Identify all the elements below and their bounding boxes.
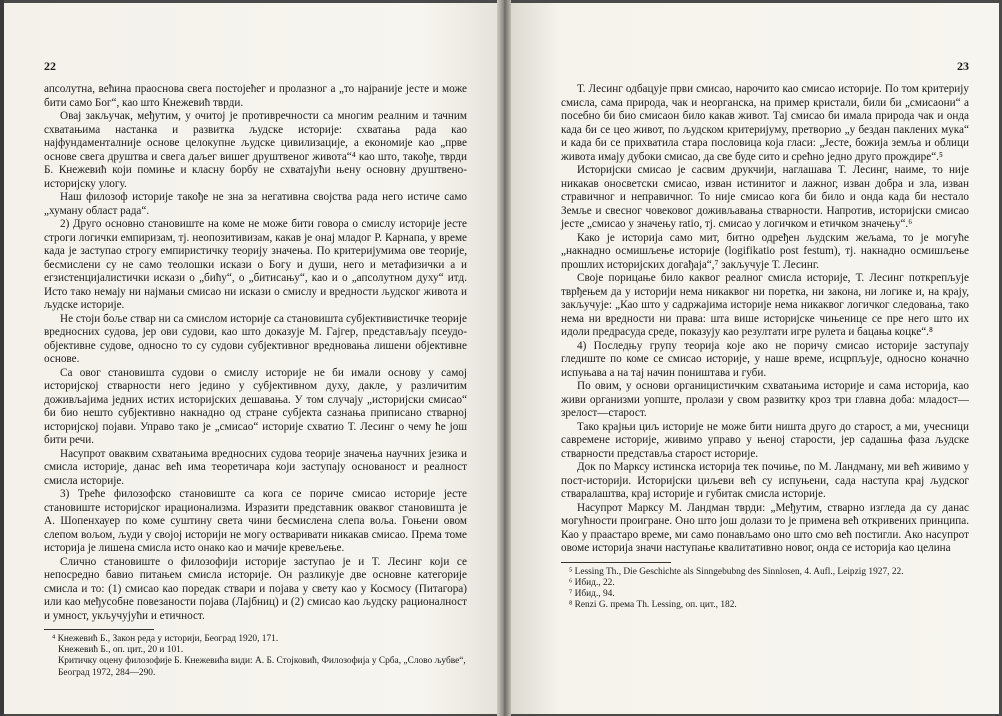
right-page-number: 23	[957, 59, 969, 73]
paragraph: Док по Марксу истинска историја тек почиње, по М. Ландману, ми већ живимо у пост-историји. Историјски циљеви већ су испуњени, сада наступа крај људског стваралаштва, крај историје и губитак смисла историје.	[561, 461, 969, 500]
footnote: ⁵ Lessing Th., Die Geschichte als Sinngebubng des Sinnlosen, 4. Aufl., Leipzig 1927, 22.	[569, 566, 904, 577]
right-page-body	[561, 83, 969, 556]
footnote-divider	[44, 629, 154, 630]
right-page-footnotes	[561, 567, 969, 612]
paragraph: Не стоји боље ствар ни са смислом историје са становишта субјективистичке теорије вредносних судова, јер ови судови, као што доказује М. Гајгер, представљају псеудо-објективне судове, односно то су судови субјективног вредновања лишени објективне основе.	[44, 312, 467, 365]
footnote: ⁸ Renzi G. према Th. Lessing, оп. цит., 182.	[569, 600, 737, 611]
left-page-body	[44, 83, 467, 623]
left-page-number: 22	[44, 59, 56, 73]
paragraph: Слично становиште о филозофији историје заступао је и Т. Лесинг који се непосредно бавио питањем смисла историје. Он разликује две основне категорије смисла и то: (1) смисао као поредак ствари и појава у свету као у Космосу (Питагора) или као међусобне повезаности појава (Лајбниц) и (2) смисао као људску рационалност и умност, укључујући и етичност.	[44, 555, 467, 622]
paragraph: 3) Треће филозофско становиште са кога се пориче смисао историје јесте становиште историјског ирационализма. Изразити представник оваквог становишта је А. Шопенхауер по коме суштину света чини бесмислена слепа воља. Гоњени овом слепом вољом, људи у својој историји не могу остваривати никакав смисао. Према томе историја је лишена смисла исто онако као и мачије кревељење.	[44, 488, 467, 554]
left-page	[4, 3, 497, 714]
paragraph: 4) Последњу групу теорија које ако не поричу смисао историје заступају гледиште по коме се смисао историје, у наше време, исцрпљује, односно коначно испуњава а на тај начин поништава и губи.	[561, 339, 969, 379]
footnote: ⁶ Ибид., 22.	[569, 577, 615, 588]
left-page-footnotes	[44, 634, 467, 679]
footnote: ⁷ Ибид., 94.	[569, 588, 615, 599]
footnote: ⁴ Кнежевић Б., Закон реда у историји, Београд 1920, 171.	[52, 634, 279, 644]
right-page	[511, 3, 999, 714]
paragraph: Насупрот Марксу М. Ландман тврди: „Међутим, стварно изгледа да су данас могућности проигране. Оно што још долази то је примена већ откривених принципа. Као у праастаро време, ми само понављамо оно што смо већ постигли. Ако насупрот овоме историја значи наступање квалитативно новог, онда се историја као целина	[561, 501, 969, 554]
paragraph: Т. Лесинг одбацује први смисао, нарочито као смисао историје. По том критерију смисла, сама природа, чак и неорганска, на пример кристали, били би „смисаони“ а посебно би био смисаон било какав живот. Тај смисао би имала природа чак и онда када би се цео живот, по људском критеријуму, претворио „у бездан паклених мука“ и када би се прихватила стара пословица која гласи: „Јесте, божија земља и облици живота имају дубоки смисао, да све буде сито и срећно једно друго прождире“.⁵	[561, 83, 969, 163]
footnote-divider	[561, 562, 671, 563]
paragraph: Са овог становишта судови о смислу историје не би имали основу у самој историјској стварности него једино у субјективном духу, дакле, у различитим доживљајима једних истих историјских дешавања. У том случају „историјски смисао“ би био нешто субјективно накнадно од стране субјекта сазнања приписано стварној историјској појави. Управо тако је „смисао“ историје схватио Т. Лесинг о чему ће још бити речи.	[44, 366, 467, 446]
paragraph: Своје порицање било каквог реалног смисла историје, Т. Лесинг поткрепљује тврђењем да у историји нема никаквог ни поретка, ни закона, ни логике и, на крају, закључује: „Као што у садржајима историје нема никаквог логичког следовања, тако нема ни вредности ни права: шта више историјске чињенице се пре него што их идоли предрасуда среде, показују као резултати игре рулета и бацања коцке“.⁸	[561, 272, 969, 338]
paragraph: Овај закључак, међутим, у очитој је противречности са многим реалним и тачним схватањима настанка и развитка људске историје: схватања рада као најфундаменталније основе целокупне људске цивилизације, а економије као „прве основе свега друштва и свега даљег вишег друштвеног живота“⁴ као што, такође, тврди Б. Кнежевић који помиње и класну борбу не схватајући њену основну друштвено-историјску улогу.	[44, 110, 467, 190]
footnote: Критичку оцену филозофије Б. Кнежевића види: А. Б. Стојковић, Филозофија у Срба, „Слово љубве“, Београд 1972, 284—290.	[58, 656, 466, 678]
paragraph: Тако крајњи циљ историје не може бити ништа друго до старост, а ми, учесници савремене историје, живимо управо у њеној старости, јер садашња фаза људске стварности представља старост историје.	[561, 420, 969, 460]
paragraph: Насупрот оваквим схватањима вредносних судова теорије значења научних језика и смисла историје, данас већ има теоретичара који заступају основаност и реалност смисла историје.	[44, 447, 467, 487]
paragraph: Наш филозоф историје такође не зна за негативна својства рада него истиче само „хуману област рада“.	[44, 191, 467, 217]
book-gutter	[497, 0, 511, 716]
paragraph: Историјски смисао је сасвим друкчији, наглашава Т. Лесинг, наиме, то није никакав оносветски смисао, изван истинитог и лажног, изван добра и зла, изван стравичног и неправичног. То није смисао кога би било и онда када би нестало Земље и свесног човековог доживљавања стварности. Напротив, историјски смисао јесте „смисао у значењу ratio, тј. смисао у логичком и етичком значењу“.⁶	[561, 164, 969, 230]
paragraph: По овим, у основи органицистичким схватањима историје и сама историја, као живи организми уопште, пролази у свом развитку кроз три главна доба: младост—зрелост—старост.	[561, 380, 969, 419]
paragraph: Како је историја само мит, битно одређен људским жељама, то је могуће „накнадно осмишљење историје (logifikatio post festum), тј. накнадно осмишљење прошлих историјских догађаја“,⁷ закључује Т. Лесинг.	[561, 231, 969, 271]
footnote: Кнежевић Б., оп. цит., 20 и 101.	[58, 645, 184, 656]
paragraph: апсолутна, већина праоснова свега постојећег и пролазног а „то најраније јесте и може бити само Бог“, као што Кнежевић тврди.	[44, 83, 467, 109]
paragraph: 2) Друго основно становиште на коме не може бити говора о смислу историје јесте строги логички емпиризам, тј. неопозитивизам, какав је онај младог Р. Карнапа, у време када је заступао строгу емпиристичку теорију значења. По критеријумима ове теорије, бесмислени су не само теолошки искази о Богу и души, него и метафизички а и егзистенцијалистички искази о „бићу“, о „битисању“, као и о „апсолутном духу“ итд. Исто тако немају ни најмањи смисао ни искази о смислу и вредности људског живота и људске историје.	[44, 218, 467, 311]
